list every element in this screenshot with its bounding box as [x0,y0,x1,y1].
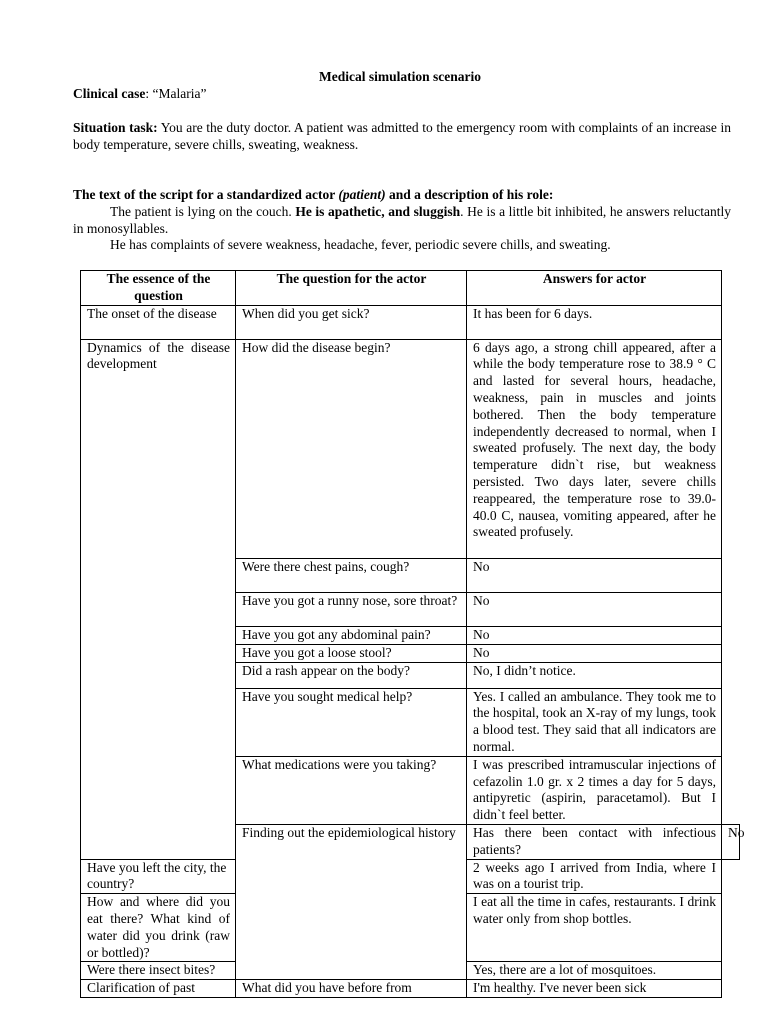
section-past: Clarification of past [81,980,236,998]
answer-cell: No [467,626,722,644]
header-essence: The essence of the question [81,271,236,306]
question-cell: Have you sought medical help? [236,688,467,756]
question-cell: Have you got any abdominal pain? [236,626,467,644]
clinical-case-line [73,86,206,102]
script-heading-patient: (patient) [338,187,386,202]
answer-cell: It has been for 6 days. [467,305,722,339]
script-heading-part: and a description of his role: [385,187,554,202]
question-cell: Has there been contact with infectious patients? [467,824,722,859]
situation-task-text: You are the duty doctor. A patient was admitted to the emergency room with complaints of an increase in body temperature, severe chills, sweating, weakness. [73,120,731,152]
table-header-row [81,271,740,306]
question-cell: What medications were you taking? [236,756,467,824]
answer-cell: I eat all the time in cafes, restaurants. I drink water only from shop bottles. [467,894,722,962]
answer-cell: Yes. I called an ambulance. They took me to the hospital, took an X-ray of my lungs, took a blood test. They said that all indicators are normal. [467,688,722,756]
question-cell: How did the disease begin? [236,339,467,558]
answer-cell: No [467,644,722,662]
situation-task-label: Situation task: [73,120,158,135]
question-cell: Were there insect bites? [81,962,236,980]
situation-task [73,119,731,153]
script-paragraph-2: He has complaints of severe weakness, headache, fever, periodic severe chills, and sweating. [110,237,611,252]
script-table [80,270,745,998]
header-question: The question for the actor [236,271,467,306]
question-cell: Have you left the city, the country? [81,859,236,894]
question-cell: Were there chest pains, cough? [236,558,467,592]
section-onset: The onset of the disease [81,305,236,339]
question-cell: Have you got a loose stool? [236,644,467,662]
script-paragraph-1 [73,203,731,237]
answer-cell: No [467,592,722,626]
table-row [81,980,740,998]
script-heading-part: The text of the script for a standardized actor [73,187,339,202]
header-answers: Answers for actor [467,271,722,306]
answer-cell: No [722,824,740,859]
section-epidemiological: Finding out the epidemiological history [236,824,467,979]
script-p1-text: The patient is lying on the couch. [110,204,296,219]
clinical-case-label: Clinical case [73,86,146,101]
script-p1-text: . He is a little bit inhibited, he answers reluctantly in monosyllables. [73,204,732,236]
question-cell: What did you have before from [236,980,467,998]
answer-cell: 2 weeks ago I arrived from India, where I was on a tourist trip. [467,859,722,894]
answer-cell: Yes, there are a lot of mosquitoes. [467,962,722,980]
table-row [81,339,740,558]
question-cell: How and where did you eat there? What kind of water did you drink (raw or bottled)? [81,894,236,962]
answer-cell: No [467,558,722,592]
question-cell: When did you get sick? [236,305,467,339]
answer-cell: I was prescribed intramuscular injections of cefazolin 1.0 gr. x 2 times a day for 5 days, antipyretic (aspirin, paracetamol). But I didn`t feel better. [467,756,722,824]
table-row [81,305,740,339]
script-heading [73,187,553,203]
page-title: Medical simulation scenario [319,69,481,84]
clinical-case-value: : “Malaria” [145,86,207,101]
question-cell: Did a rash appear on the body? [236,662,467,688]
question-cell: Have you got a runny nose, sore throat? [236,592,467,626]
answer-cell: 6 days ago, a strong chill appeared, after a while the body temperature rose to 38.9 ° C and lasted for several hours, headache, weakness, pain in muscles and joints bothered. Then the body temperature independently decreased to normal, when I sweated profusely. The next day, the body temperature didn`t rise, but weakness persisted. Two days later, severe chills reappeared, the temperature rose to 39.0-40.0 C, nausea, vomiting appeared, after he sweated profusely. [467,339,722,558]
answer-cell: I'm healthy. I've never been sick [467,980,722,998]
script-p1-bold: He is apathetic, and sluggish [295,204,461,219]
section-dynamics: Dynamics of the disease development [81,339,236,859]
answer-cell: No, I didn’t notice. [467,662,722,688]
